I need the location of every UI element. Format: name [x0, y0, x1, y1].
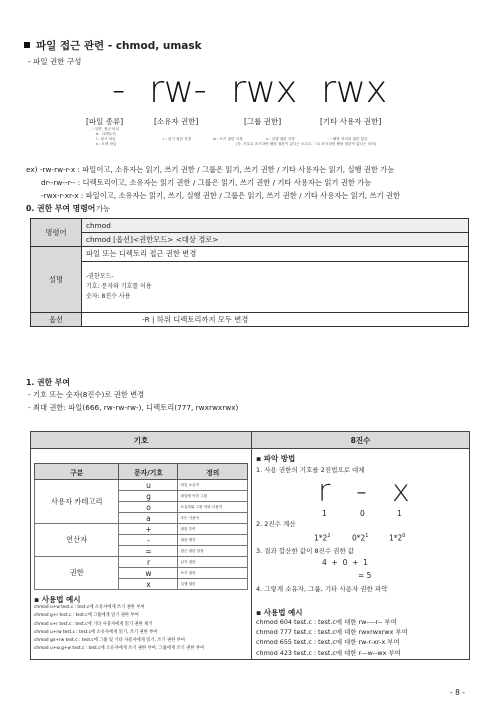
- calc-3: $1*2^0$: [389, 533, 406, 543]
- legend-types: - : 일반, 정규 파일 d : 디렉토리 l : 링크 파일 s : 소켓 파일: [90, 127, 120, 146]
- letter-r: r: [318, 474, 331, 509]
- example-3-cont: 가능: [96, 204, 111, 213]
- right-usage-title: ▪ 사용법 예시: [256, 608, 303, 617]
- table-row: o: [119, 502, 178, 513]
- cmd-syntax: chmod [옵션]<권한모드> <대상 경로>: [82, 233, 469, 247]
- list-item: chmod 423 test.c : test.c에 대한 r---w--wx 부여: [256, 648, 401, 657]
- perm-type: -: [112, 68, 125, 111]
- list-item: chmod g+r test.c : test.c에 그룹에게 읽기 권한 부여: [34, 613, 139, 619]
- col-symbol: 문자/기호: [119, 464, 178, 480]
- bit-2: 0: [360, 509, 365, 518]
- column-divider: [251, 431, 252, 659]
- table-row: -: [119, 535, 178, 546]
- legend-r: r : 읽기 권한 지정: [163, 137, 192, 141]
- table-row: +: [119, 524, 178, 535]
- category-operator: 연산자: [35, 524, 119, 557]
- list-item: chmod 655 test.c : test.c에 대한 rw-r-xr-x 부여: [256, 638, 400, 647]
- step-1: 1. 사용 권한의 기호를 2진법으로 대체: [256, 466, 365, 474]
- step-4: 4. 그렇게 소유자, 그룹, 기타 사용자 권한 파악: [256, 585, 388, 593]
- table-row: x: [119, 579, 178, 590]
- perm-owner: rw-: [149, 68, 207, 111]
- right-usage-list: [256, 617, 408, 658]
- legend-x: x : 실행 권한 지정: [266, 137, 295, 141]
- perm-heading: - 파일 권한 구성: [28, 57, 82, 66]
- example-2: dr--rw--r-- : 디렉토리이고, 소유자는 읽기 권한 / 그룹은 읽기, 쓰기 권한 / 기타 사용자는 읽기 권한 가능: [41, 178, 372, 187]
- header-symbol: 기호: [30, 431, 252, 449]
- table-row: g: [119, 491, 178, 502]
- list-item: chmod u+rw test.c : test.c에 소유자에게 읽기, 쓰기 권한 부여: [34, 629, 158, 635]
- legend-note: (즉, 기호로 표시하면 해당 권한이 있다는 소리고, '-'로 표시하면 해당 권한이 없다는 의미): [236, 142, 377, 146]
- page-number: - 8 -: [450, 688, 465, 697]
- section-0-title: 0. 권한 부여 명령어: [26, 204, 96, 213]
- letter-dash: -: [356, 474, 367, 509]
- list-item: chmod 604 test.c : test.c에 대한 rw----r-- 부여: [256, 618, 397, 626]
- example-1: ex) -rw-rw-r-x : 파일이고, 소유자는 읽기, 쓰기 권한 / 그룹은 읽기, 쓰기 권한 / 기타 사용자는 읽기, 실행 권한 가능: [26, 165, 395, 174]
- table-row: a: [119, 513, 178, 524]
- desc-main: 파일 또는 디렉토리 접근 권한 변경: [82, 247, 469, 262]
- calc-1: $1*2^2$: [314, 533, 331, 543]
- table-row: =: [119, 546, 178, 557]
- label-type: [파일 종류]: [86, 117, 124, 126]
- list-item: chmod 777 test.c : test.c에 대한 rwxrwxrwx 부여: [256, 628, 408, 637]
- list-item: chmod u+w,g+w test.c : test.c에 소유자에게 쓰기 권한 부여, 그룹에게 쓰기 권한 부여: [34, 646, 205, 652]
- col-definition: 정의: [178, 464, 248, 480]
- header-option: 옵션: [31, 313, 82, 327]
- list-item: chmod o+r test.c : test.c에 기타 사용자에게 읽기 권한 제거: [34, 621, 153, 627]
- desc-modes: -권한모드- 기호: 문자와 기호를 이용 숫자: 8진수 사용: [82, 262, 469, 313]
- left-usage-list: [34, 604, 204, 654]
- left-usage-title: ▪ 사용법 예시: [34, 595, 81, 604]
- legend-w: w : 쓰기 권한 지정: [213, 137, 243, 141]
- header-description: 설명: [31, 247, 82, 313]
- label-other: [기타 사용자 권한]: [320, 117, 382, 126]
- list-item: chmod go+rw test.c : test.c에 그룹 및 기타 사용자에게 읽기, 쓰기 권한 부여: [34, 638, 185, 644]
- step-3: 3. 결과 합산한 값이 8진수 권한 값: [256, 547, 355, 555]
- command-table: [30, 218, 469, 327]
- sum: 4 + 0 + 1: [322, 558, 368, 567]
- header-octal: 8진수: [251, 431, 470, 449]
- symbol-table: 구분 문자/기호 정의 사용자 카테고리 u 파일 소유자 g 파일에 속한 그룹 o 소유자와 그룹 이외 사용자 a 모든 사용자 연산자 + 권한 부여 - 권한 제거 = 접근 권한 설정 권한 r 읽기 권한 w 쓰기 권한 x 실행 권한: [34, 463, 248, 590]
- header-command: 명령어: [31, 219, 82, 247]
- table-row: w: [119, 568, 178, 579]
- bit-3: 1: [397, 509, 402, 518]
- section-1-item-1: - 기호 또는 숫자(8진수)로 권한 변경: [28, 390, 145, 399]
- step-2: 2. 2진수 계산: [256, 520, 296, 528]
- category-user: 사용자 카테고리: [35, 480, 119, 524]
- option-r: -R | 하위 디렉토리까지 모두 변경: [82, 313, 469, 327]
- page-title: 파일 접근 관련 - chmod, umask: [24, 38, 202, 53]
- square-bullet-icon: [24, 42, 30, 48]
- calc-2: $0*2^1$: [352, 533, 369, 543]
- table-row: r: [119, 557, 178, 568]
- section-1-item-2: - 최대 권한: 파일(666, rw-rw-rw-), 디렉토리(777, rwxrwxrwx): [28, 403, 239, 412]
- label-group: [그룹 권한]: [244, 117, 282, 126]
- result: = 5: [358, 571, 372, 580]
- bit-1: 1: [322, 509, 327, 518]
- example-3: -rwx-r-xr-x : 파일이고, 소유자는 읽기, 쓰기, 실행 권한 / 그룹은 읽기, 쓰기 권한 / 기타 사용자는 읽기, 쓰기 권한: [41, 191, 401, 200]
- col-category: 구분: [35, 464, 119, 480]
- category-permission: 권한: [35, 557, 119, 590]
- label-owner: [소유자 권한]: [154, 117, 199, 126]
- section-1-title: 1. 권한 부여: [26, 378, 70, 387]
- method-title: ▪ 파악 방법: [256, 454, 296, 463]
- perm-other: rwx: [321, 68, 387, 111]
- letter-x: x: [392, 474, 410, 509]
- list-item: chmod u+w test.c : test.c에 소유자에게 쓰기 권한 부여: [34, 605, 145, 610]
- table-row: u: [119, 480, 178, 491]
- legend-dash: - : 해당 자리의 권한 없음: [328, 137, 368, 141]
- perm-group: rwx: [231, 68, 297, 111]
- cmd-name: chmod: [82, 219, 469, 233]
